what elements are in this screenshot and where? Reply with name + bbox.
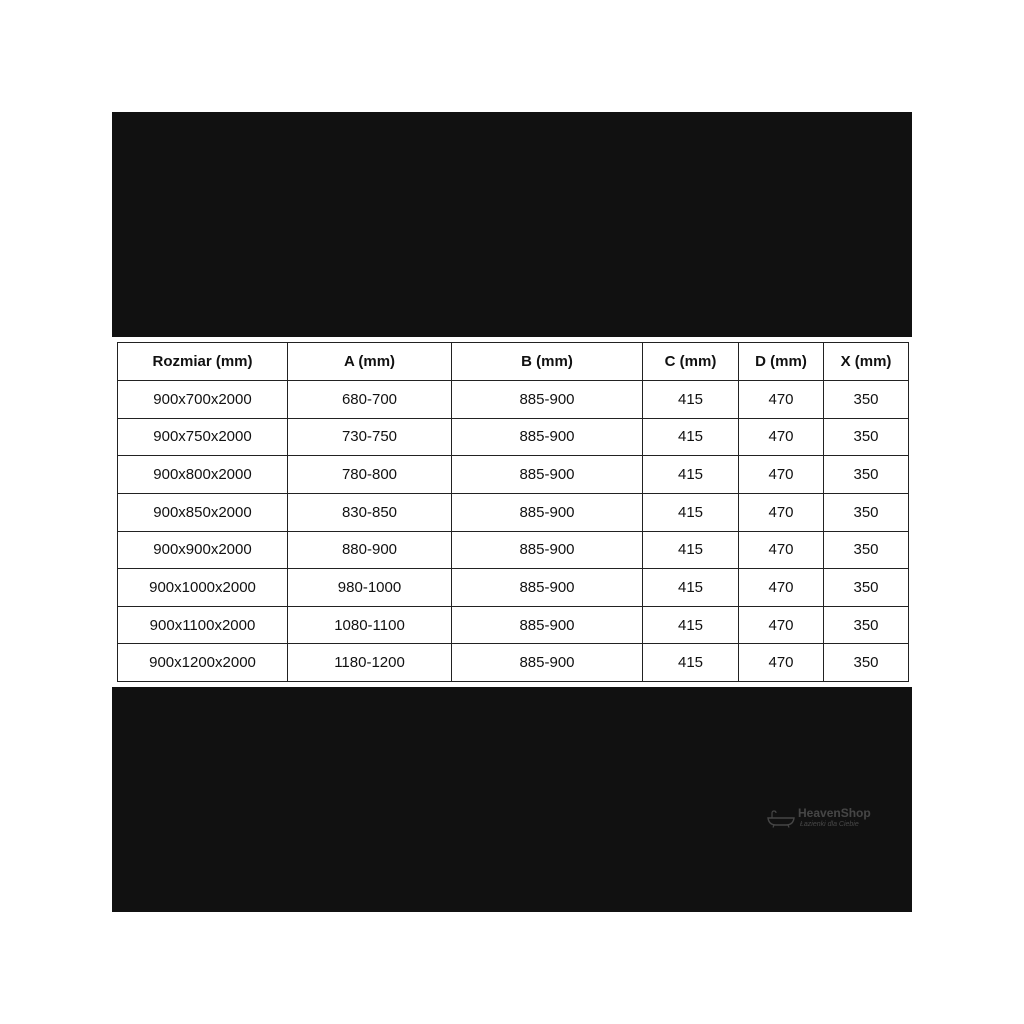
cell-rozmiar: 900x1200x2000	[118, 644, 288, 682]
cell-rozmiar: 900x1100x2000	[118, 606, 288, 644]
table-row	[118, 493, 909, 531]
cell-c: 415	[643, 456, 739, 494]
cell-b: 885-900	[452, 644, 643, 682]
cell-c: 415	[643, 381, 739, 419]
table-row	[118, 381, 909, 419]
cell-c: 415	[643, 644, 739, 682]
cell-x: 350	[824, 569, 909, 607]
cell-d: 470	[739, 606, 824, 644]
cell-d: 470	[739, 569, 824, 607]
cell-rozmiar: 900x700x2000	[118, 381, 288, 419]
cell-rozmiar: 900x850x2000	[118, 493, 288, 531]
cell-a: 1080-1100	[288, 606, 452, 644]
cell-c: 415	[643, 493, 739, 531]
table-row	[118, 531, 909, 569]
cell-d: 470	[739, 418, 824, 456]
cell-d: 470	[739, 493, 824, 531]
cell-d: 470	[739, 531, 824, 569]
dimension-table-container	[112, 337, 912, 687]
cell-a: 1180-1200	[288, 644, 452, 682]
cell-c: 415	[643, 569, 739, 607]
cell-x: 350	[824, 606, 909, 644]
cell-d: 470	[739, 456, 824, 494]
cell-b: 885-900	[452, 456, 643, 494]
header-row	[118, 343, 909, 381]
table-row	[118, 418, 909, 456]
top-black-panel	[112, 112, 912, 337]
cell-x: 350	[824, 531, 909, 569]
cell-c: 415	[643, 531, 739, 569]
cell-x: 350	[824, 644, 909, 682]
watermark-brand: HeavenShop	[798, 806, 871, 820]
cell-rozmiar: 900x750x2000	[118, 418, 288, 456]
cell-a: 680-700	[288, 381, 452, 419]
cell-rozmiar: 900x800x2000	[118, 456, 288, 494]
table-row	[118, 606, 909, 644]
cell-a: 730-750	[288, 418, 452, 456]
header-c: C (mm)	[643, 343, 739, 381]
bathtub-icon	[766, 810, 796, 828]
cell-c: 415	[643, 606, 739, 644]
cell-x: 350	[824, 381, 909, 419]
cell-b: 885-900	[452, 381, 643, 419]
cell-a: 980-1000	[288, 569, 452, 607]
cell-b: 885-900	[452, 531, 643, 569]
header-x: X (mm)	[824, 343, 909, 381]
cell-x: 350	[824, 493, 909, 531]
cell-a: 780-800	[288, 456, 452, 494]
table-row	[118, 569, 909, 607]
table-row	[118, 456, 909, 494]
cell-c: 415	[643, 418, 739, 456]
cell-a: 830-850	[288, 493, 452, 531]
header-rozmiar: Rozmiar (mm)	[118, 343, 288, 381]
header-b: B (mm)	[452, 343, 643, 381]
cell-b: 885-900	[452, 493, 643, 531]
dimension-table	[117, 342, 909, 682]
cell-b: 885-900	[452, 418, 643, 456]
cell-x: 350	[824, 418, 909, 456]
cell-d: 470	[739, 381, 824, 419]
cell-b: 885-900	[452, 606, 643, 644]
header-d: D (mm)	[739, 343, 824, 381]
cell-b: 885-900	[452, 569, 643, 607]
watermark-tagline: Łazienki dla Ciebie	[800, 821, 859, 828]
cell-d: 470	[739, 644, 824, 682]
cell-x: 350	[824, 456, 909, 494]
cell-rozmiar: 900x900x2000	[118, 531, 288, 569]
cell-a: 880-900	[288, 531, 452, 569]
heavenshop-watermark	[766, 804, 886, 834]
bottom-black-panel	[112, 687, 912, 912]
cell-rozmiar: 900x1000x2000	[118, 569, 288, 607]
table-row	[118, 644, 909, 682]
header-a: A (mm)	[288, 343, 452, 381]
